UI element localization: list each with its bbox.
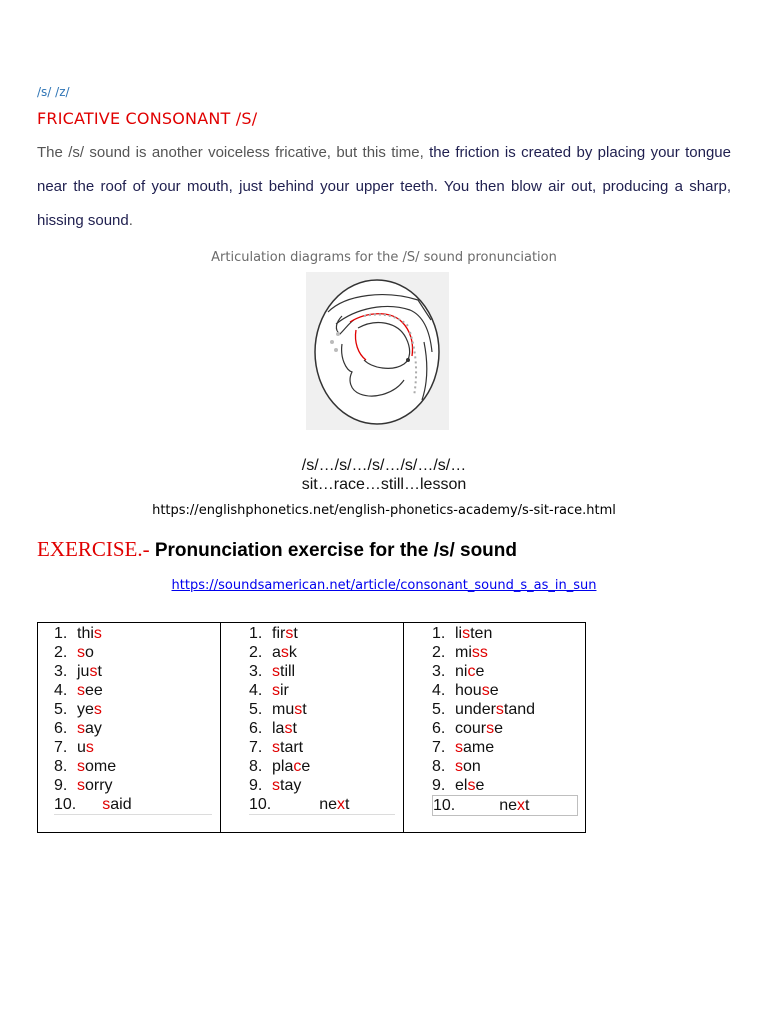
word-part: mu <box>272 701 295 718</box>
item-number: 6. <box>432 720 446 737</box>
item-number: 2. <box>249 644 263 661</box>
highlighted-letters: s <box>77 758 85 775</box>
highlighted-letters: s <box>455 758 463 775</box>
word-part: ye <box>77 701 94 718</box>
highlighted-letters: s <box>285 625 294 642</box>
item-number: 4. <box>432 682 446 699</box>
word-item <box>432 643 578 662</box>
example-words: sit…race…still…lesson <box>301 476 467 493</box>
word-item <box>432 776 578 795</box>
word-item <box>249 624 395 643</box>
highlighted-letters: s <box>272 663 280 680</box>
word-item <box>249 757 395 776</box>
word-part: t <box>97 663 102 680</box>
word-item <box>432 662 578 681</box>
word-list-table <box>37 622 586 833</box>
word-part: ten <box>470 625 493 642</box>
item-number: 3. <box>249 663 263 680</box>
word-column-3 <box>403 623 586 832</box>
diagram-caption: Articulation diagrams for the /S/ sound pronunciation <box>211 250 557 265</box>
word-part: t <box>302 701 307 718</box>
highlighted-letters: x <box>337 796 346 813</box>
word-part: t <box>292 720 297 737</box>
highlighted-letters: c <box>467 663 476 680</box>
highlighted-letters: s <box>486 720 495 737</box>
word-part: k <box>288 644 297 661</box>
word-part: o <box>85 644 94 661</box>
highlighted-letters: s <box>272 739 280 756</box>
highlighted-letters: s <box>89 663 98 680</box>
word-part: e <box>494 720 504 737</box>
word-item <box>432 719 578 738</box>
word-item <box>54 700 212 719</box>
highlighted-letters: s <box>93 625 102 642</box>
word-part: cour <box>455 720 487 737</box>
item-number: 7. <box>432 739 446 756</box>
section-heading: FRICATIVE CONSONANT /S/ <box>37 109 258 128</box>
word-part: mi <box>455 644 472 661</box>
word-part: hou <box>455 682 482 699</box>
highlighted-letters: s <box>77 682 85 699</box>
item-number: 5. <box>432 701 446 718</box>
exercise-label: EXERCISE.- <box>37 537 150 561</box>
word-part: ame <box>463 739 495 756</box>
word-item <box>54 681 212 700</box>
highlighted-letters: s <box>77 720 85 737</box>
word-item <box>432 624 578 643</box>
word-part: e <box>475 777 485 794</box>
word-part: t <box>525 797 530 814</box>
word-part: aid <box>110 796 132 813</box>
word-item <box>249 681 395 700</box>
word-part: t <box>345 796 350 813</box>
item-number: 4. <box>249 682 263 699</box>
highlighted-letters: x <box>517 797 526 814</box>
item-number: 10. <box>433 797 456 814</box>
word-part: ju <box>77 663 90 680</box>
word-item <box>432 738 578 757</box>
highlighted-letters: s <box>85 739 94 756</box>
word-part: e <box>475 663 485 680</box>
highlighted-letters: s <box>462 625 471 642</box>
highlighted-letters: s <box>280 644 289 661</box>
paragraph-part-3: . <box>128 212 133 229</box>
item-number: 3. <box>432 663 446 680</box>
word-item <box>432 795 578 816</box>
item-number: 1. <box>432 625 446 642</box>
word-item <box>54 738 212 757</box>
word-part: a <box>272 644 281 661</box>
highlighted-letters: s <box>481 682 490 699</box>
word-part: e <box>301 758 311 775</box>
item-number: 5. <box>249 701 263 718</box>
word-item <box>249 662 395 681</box>
item-number: 9. <box>54 777 68 794</box>
highlighted-letters: s <box>102 796 111 813</box>
word-item <box>54 662 212 681</box>
highlighted-letters: s <box>294 701 303 718</box>
description-paragraph <box>37 136 731 238</box>
word-item <box>249 719 395 738</box>
item-number: 9. <box>432 777 446 794</box>
word-part: el <box>455 777 468 794</box>
item-number: 5. <box>54 701 68 718</box>
highlighted-letters: c <box>293 758 302 775</box>
word-item <box>54 757 212 776</box>
word-part: ne <box>319 796 338 813</box>
word-item <box>54 719 212 738</box>
word-item <box>249 776 395 795</box>
item-number: 9. <box>249 777 263 794</box>
item-number: 2. <box>432 644 446 661</box>
phoneme-sequence: /s/…/s/…/s/…/s/…/s/… <box>301 457 467 474</box>
source-url: https://englishphonetics.net/english-phonetics-academy/s-sit-race.html <box>152 503 616 518</box>
item-number: 7. <box>54 739 68 756</box>
word-part: li <box>455 625 463 642</box>
word-item <box>432 681 578 700</box>
highlighted-letters: s <box>272 682 280 699</box>
word-part: ome <box>85 758 117 775</box>
word-part: u <box>77 739 86 756</box>
item-number: 10. <box>54 796 77 813</box>
word-part: ni <box>455 663 468 680</box>
paragraph-part-2: the friction is created by placing your tongue near the roof of your mouth, just behind your upper teeth. You then blow air out, producing a sharp, hissing sound <box>37 144 731 229</box>
highlighted-letters: ss <box>471 644 488 661</box>
exercise-link[interactable]: https://soundsamerican.net/article/consonant_sound_s_as_in_sun <box>171 578 597 593</box>
item-number: 3. <box>54 663 68 680</box>
item-number: 10. <box>249 796 272 813</box>
highlighted-letters: s <box>77 644 85 661</box>
exercise-heading <box>37 537 517 562</box>
word-item <box>249 738 395 757</box>
word-part: pla <box>272 758 294 775</box>
word-part: la <box>272 720 285 737</box>
highlighted-letters: s <box>495 701 504 718</box>
highlighted-letters: s <box>467 777 476 794</box>
word-item <box>249 643 395 662</box>
item-number: 8. <box>54 758 68 775</box>
articulation-diagram-drawing <box>306 272 449 430</box>
word-list-2 <box>249 624 395 815</box>
word-part: till <box>280 663 296 680</box>
item-number: 6. <box>54 720 68 737</box>
item-number: 1. <box>54 625 68 642</box>
word-item <box>432 700 578 719</box>
word-list-3 <box>432 624 578 816</box>
word-part: tart <box>280 739 304 756</box>
word-part: ay <box>85 720 102 737</box>
word-part: t <box>293 625 298 642</box>
highlighted-letters: s <box>455 739 463 756</box>
item-number: 2. <box>54 644 68 661</box>
word-list-1 <box>54 624 212 815</box>
word-part: tay <box>280 777 302 794</box>
exercise-title: Pronunciation exercise for the /s/ sound <box>149 540 517 561</box>
phoneme-tag: /s/ /z/ <box>37 85 70 99</box>
item-number: 4. <box>54 682 68 699</box>
word-part: orry <box>85 777 113 794</box>
word-part: under <box>455 701 496 718</box>
articulation-diagram <box>306 272 449 430</box>
word-item <box>54 776 212 795</box>
word-part: ee <box>85 682 103 699</box>
word-part: thi <box>77 625 94 642</box>
highlighted-letters: s <box>272 777 280 794</box>
item-number: 6. <box>249 720 263 737</box>
word-part: tand <box>503 701 536 718</box>
item-number: 7. <box>249 739 263 756</box>
paragraph-part-1: The /s/ sound is another voiceless fricative, but this time, <box>37 144 424 161</box>
word-part: e <box>489 682 499 699</box>
item-number: 8. <box>432 758 446 775</box>
item-number: 1. <box>249 625 263 642</box>
word-part: on <box>463 758 481 775</box>
item-number: 8. <box>249 758 263 775</box>
word-column-2 <box>220 623 403 832</box>
word-column-1 <box>38 623 220 832</box>
word-item <box>54 624 212 643</box>
highlighted-letters: s <box>77 777 85 794</box>
highlighted-letters: s <box>93 701 102 718</box>
word-item <box>249 700 395 719</box>
word-part: ne <box>499 797 518 814</box>
highlighted-letters: s <box>284 720 293 737</box>
word-part: ir <box>280 682 289 699</box>
word-item <box>249 795 395 815</box>
word-item <box>54 643 212 662</box>
word-part: fir <box>272 625 286 642</box>
word-item <box>432 757 578 776</box>
word-item <box>54 795 212 815</box>
